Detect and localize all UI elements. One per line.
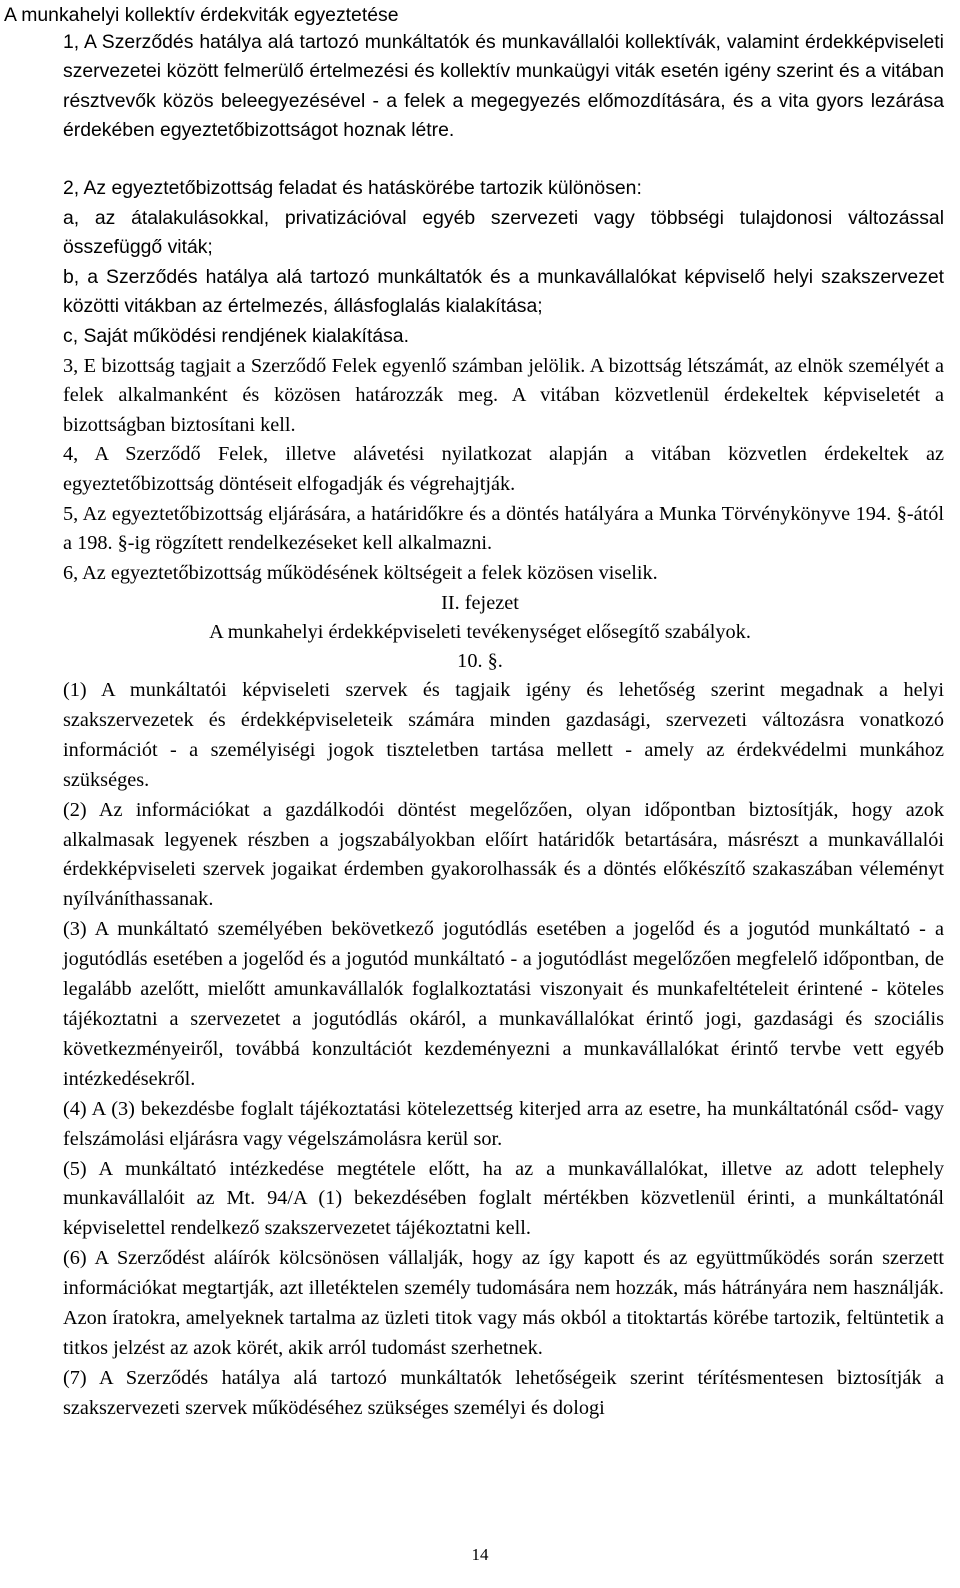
paragraph-4: 4, A Szerződő Felek, illetve alávetési nyilatkozat alapján a vitában közvetlen érdekeltek az egyeztetőbizottság döntéseit elfogadják és végrehajtják. (63, 443, 944, 495)
subparagraph-6: (6) A Szerződést aláírók kölcsönösen vállalják, hogy az így kapott és az együttműködés során szerzett információkat megtartják, azt illetéktelen személy tudomására nem hozzák, más hátrányára nem használják. Azon íratokra, amelyeknek tartalma az üzleti titok vagy más okból a titoktartás körébe tartozik, feltüntetik a titkos jelzést az azok körét, akik arról tudomást szerhetnek. (63, 1247, 944, 1359)
paragraph-block-2 (63, 174, 944, 588)
paragraph-2: 2, Az egyeztetőbizottság feladat és hatáskörébe tartozik különösen: (63, 177, 642, 199)
paragraph-2c: c, Saját működési rendjének kialakítása. (63, 324, 409, 347)
subparagraph-3: (3) A munkáltató személyében bekövetkező jogutódlás esetében a jogelőd és a jogutód munkáltató - a jogutódlás esetében a jogelőd és a jogutód munkáltató - a jogutódlást megelőzően megfelelő időpontban, de legalább azelőtt, mielőtt amunkavállalók foglalkoztatási viszonyait és munkafeltételeit érintené - köteles tájékoztatni a szervezetet a jogutódlás okáról, a munkavállalókat érintő jogi, gazdasági és szociális következményeiről, továbbá konzultációt kezdeményezni a munkavállalókat érintő tervbe vett egyéb intézkedésekről. (63, 918, 944, 1090)
paragraph-6: 6, Az egyeztetőbizottság működésének költségeit a felek közösen viselik. (63, 561, 658, 584)
chapter-title: A munkahelyi érdekképviseleti tevékenységet elősegítő szabályok. (209, 621, 751, 643)
paragraph-2b: b, a Szerződés hatálya alá tartozó munkáltatók és a munkavállalókat képviselő helyi szakszervezet közötti vitákban az értelmezés, állásfoglalás kialakítása; (63, 265, 944, 318)
subparagraph-4: (4) A (3) bekezdésbe foglalt tájékoztatási kötelezettség kiterjed arra az esetre, ha munkáltatónál csőd- vagy felszámolási eljárásra vagy végelszámolásra kerül sor. (63, 1097, 944, 1150)
paragraph-block-3 (63, 676, 944, 1424)
subparagraph-7: (7) A Szerződés hatálya alá tartozó munkáltatók lehetőségeik szerint térítésmentesen biztosítják a szakszervezeti szervek működéséhez szükséges személyi és dologi (63, 1366, 944, 1419)
paragraph-1: 1, A Szerződés hatálya alá tartozó munkáltatók és munkavállalói kollektívák, valamint érdekképviseleti szervezetei között felmerülő értelmezési és kollektív munkaügyi viták esetén igény szerint és a vitában résztvevők közös beleegyezésével - a felek a megegyezés előmozdítására, és a vita gyors lezárása érdekében egyeztetőbizottságot hoznak létre. (63, 31, 944, 142)
paragraph-2a: a, az átalakulásokkal, privatizációval egyéb szervezeti vagy többségi tulajdonosi változással összefüggő viták; (63, 206, 944, 259)
paragraph-5: 5, Az egyeztetőbizottság eljárására, a határidőkre és a döntés hatályára a Munka Törvénykönyve 194. §-ától a 198. §-ig rögzített rendelkezéseket kell alkalmazni. (63, 502, 944, 555)
page-number: 14 (471, 1545, 489, 1564)
chapter-number: II. fejezet (441, 592, 519, 614)
subparagraph-1: (1) A munkáltatói képviseleti szervek és tagjaik igény és lehetőség szerint megadnak a helyi szakszervezetek és érdekképviseleteik számára minden gazdasági, szervezeti változásra vonatkozó információt - a személyiségi jogok tiszteletben tartása mellett - amely az érdekvédelmi munkához szükséges. (63, 679, 944, 791)
subparagraph-5: (5) A munkáltató intézkedése megtétele előtt, ha az a munkavállalókat, illetve az adott telephely munkavállalóit az Mt. 94/A (1) bekezdésében foglalt mértékben közvetlenül érinti, a munkáltatónál képviselettel rendelkező szakszervezetet tájékoztatni kell. (63, 1157, 944, 1240)
document-title: A munkahelyi kollektív érdekviták egyeztetése (4, 4, 399, 26)
subparagraph-2: (2) Az információkat a gazdálkodói döntést megelőzően, olyan időpontban biztosítják, hogy azok alkalmasak legyenek részben a jogszabályokban előírt határidők betartására, másrészt a munkavállalói érdekképviseleti szervek jogaikat érdemben gyakorolhassák és a döntés előkészítő szakaszában véleményt nyílváníthassanak. (63, 798, 944, 911)
paragraph-3: 3, E bizottság tagjait a Szerződő Felek egyenlő számban jelölik. A bizottság létszámát, az elnök személyét a felek alkalmanként és közösen határozzák meg. A vitában közvetlenül érdekeltek képviseletét a bizottságban biztosítani kell. (63, 354, 944, 436)
section-number: 10. §. (457, 650, 503, 672)
paragraph-block-1 (63, 28, 944, 146)
